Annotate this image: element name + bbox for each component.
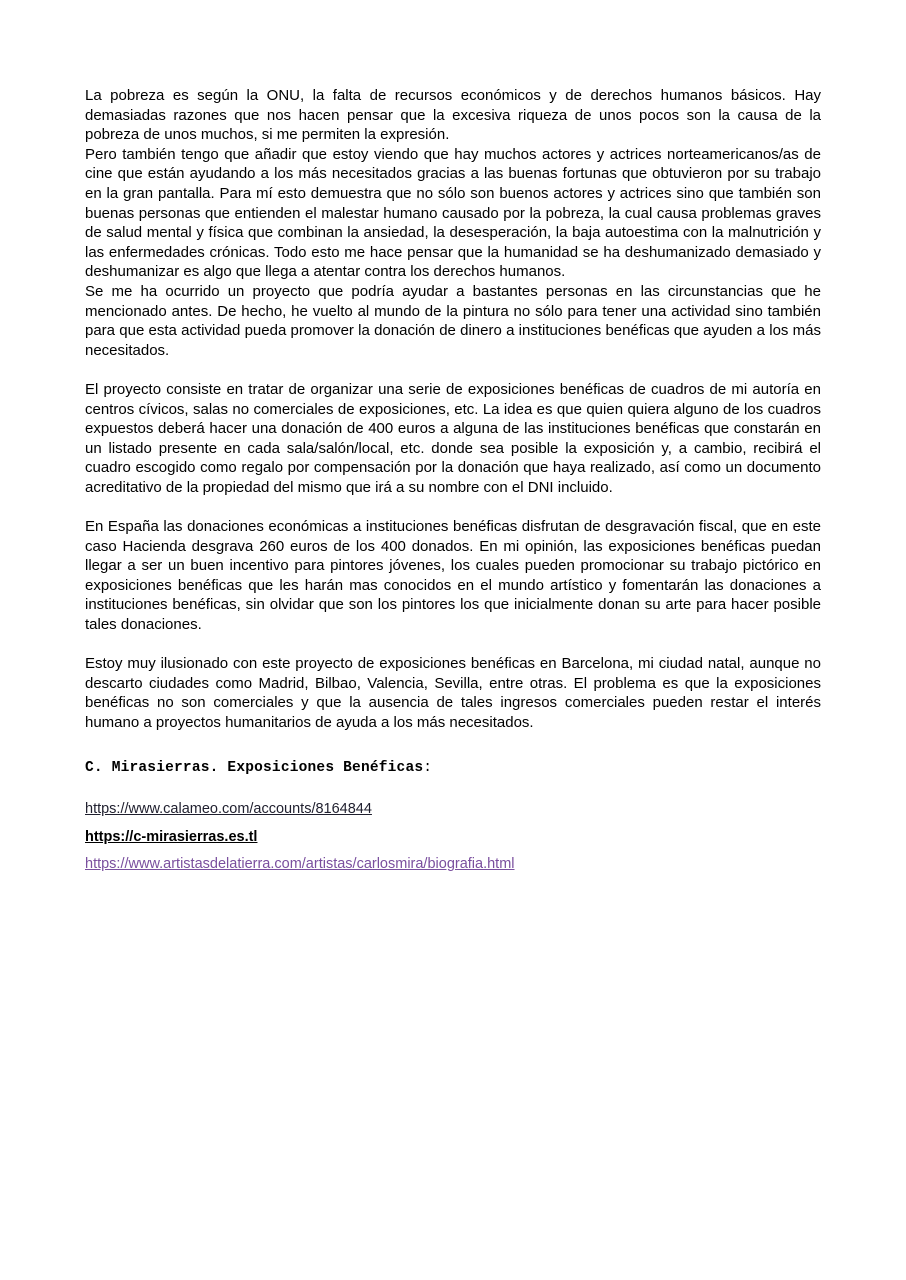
document-body	[85, 86, 821, 875]
link-artistasdelatierra[interactable]: https://www.artistasdelatierra.com/artistas/carlosmira/biografia.html	[85, 856, 515, 873]
link-row	[85, 855, 821, 875]
signature-name: C. Mirasierras. Exposiciones Benéficas	[85, 759, 424, 776]
paragraph: El proyecto consiste en tratar de organizar una serie de exposiciones benéficas de cuadros de mi autoría en centros cívicos, salas no comerciales de exposiciones, etc. La idea es que quien quiera alguno de los cuadros expuestos deberá hacer una donación de 400 euros a alguna de las instituciones benéficas que constarán en un listado presente en cada sala/salón/local, etc. donde sea posible la exposición y, a cambio, recibirá el cuadro escogido como regalo por compensación por la donación que haya realizado, así como un documento acreditativo de la propiedad del mismo que irá a su nombre con el DNI incluido.	[85, 380, 821, 496]
paragraph: Pero también tengo que añadir que estoy viendo que hay muchos actores y actrices norteamericanos/as de cine que están ayudando a los más necesitados gracias a las buenas fortunas que obtuvieron por su trabajo en la gran pantalla. Para mí esto demuestra que no sólo son buenos actores y actrices sino que también son buenas personas que entienden el malestar humano causado por la pobreza, la cual causa problemas graves de salud mental y física que combinan la ansiedad, la desesperación, la baja autoestima con la malnutrición y las enfermedades crónicas. Todo esto me hace pensar que la humanidad se ha deshumanizado demasiado y deshumanizar es algo que llega a atentar contra los derechos humanos.	[85, 145, 821, 281]
link-c-mirasierras[interactable]: https://c-mirasierras.es.tl	[85, 828, 258, 845]
signature-line	[85, 759, 821, 779]
paragraph: Se me ha ocurrido un proyecto que podría ayudar a bastantes personas en las circunstancias que he mencionado antes. De hecho, he vuelto al mundo de la pintura no sólo para tener una actividad sino también para que esta actividad pueda promover la donación de dinero a instituciones benéficas que ayuden a los más necesitados.	[85, 282, 821, 359]
link-row	[85, 828, 821, 848]
link-list	[85, 800, 821, 875]
paragraph: En España las donaciones económicas a instituciones benéficas disfrutan de desgravación fiscal, que en este caso Hacienda desgrava 260 euros de los 400 donados. En mi opinión, las exposiciones benéficas puedan llegar a ser un buen incentivo para pintores jóvenes, los cuales pueden promocionar su trabajo pictórico en exposiciones benéficas que les harán mas conocidos en el mundo artístico y fomentarán las donaciones a instituciones benéficas, sin olvidar que son los pintores los que inicialmente donan su arte para hacer posible tales donaciones.	[85, 518, 821, 634]
paragraph: Estoy muy ilusionado con este proyecto de exposiciones benéficas en Barcelona, mi ciudad natal, aunque no descarto ciudades como Madrid, Bilbao, Valencia, Sevilla, entre otras. El problema es que la exposiciones benéficas no son comerciales y que la ausencia de tales ingresos comerciales pueden restar el interés humano a proyectos humanitarios de ayuda a los más necesitados.	[85, 655, 821, 731]
signature-colon: :	[423, 759, 433, 776]
link-calameo[interactable]: https://www.calameo.com/accounts/8164844	[85, 801, 372, 818]
paragraph: La pobreza es según la ONU, la falta de recursos económicos y de derechos humanos básicos. Hay demasiadas razones que nos hacen pensar que la excesiva riqueza de unos pocos son la causa de la pobreza de unos muchos, si me permiten la expresión.	[85, 87, 821, 144]
link-row	[85, 800, 821, 820]
paragraph-group	[85, 86, 821, 733]
